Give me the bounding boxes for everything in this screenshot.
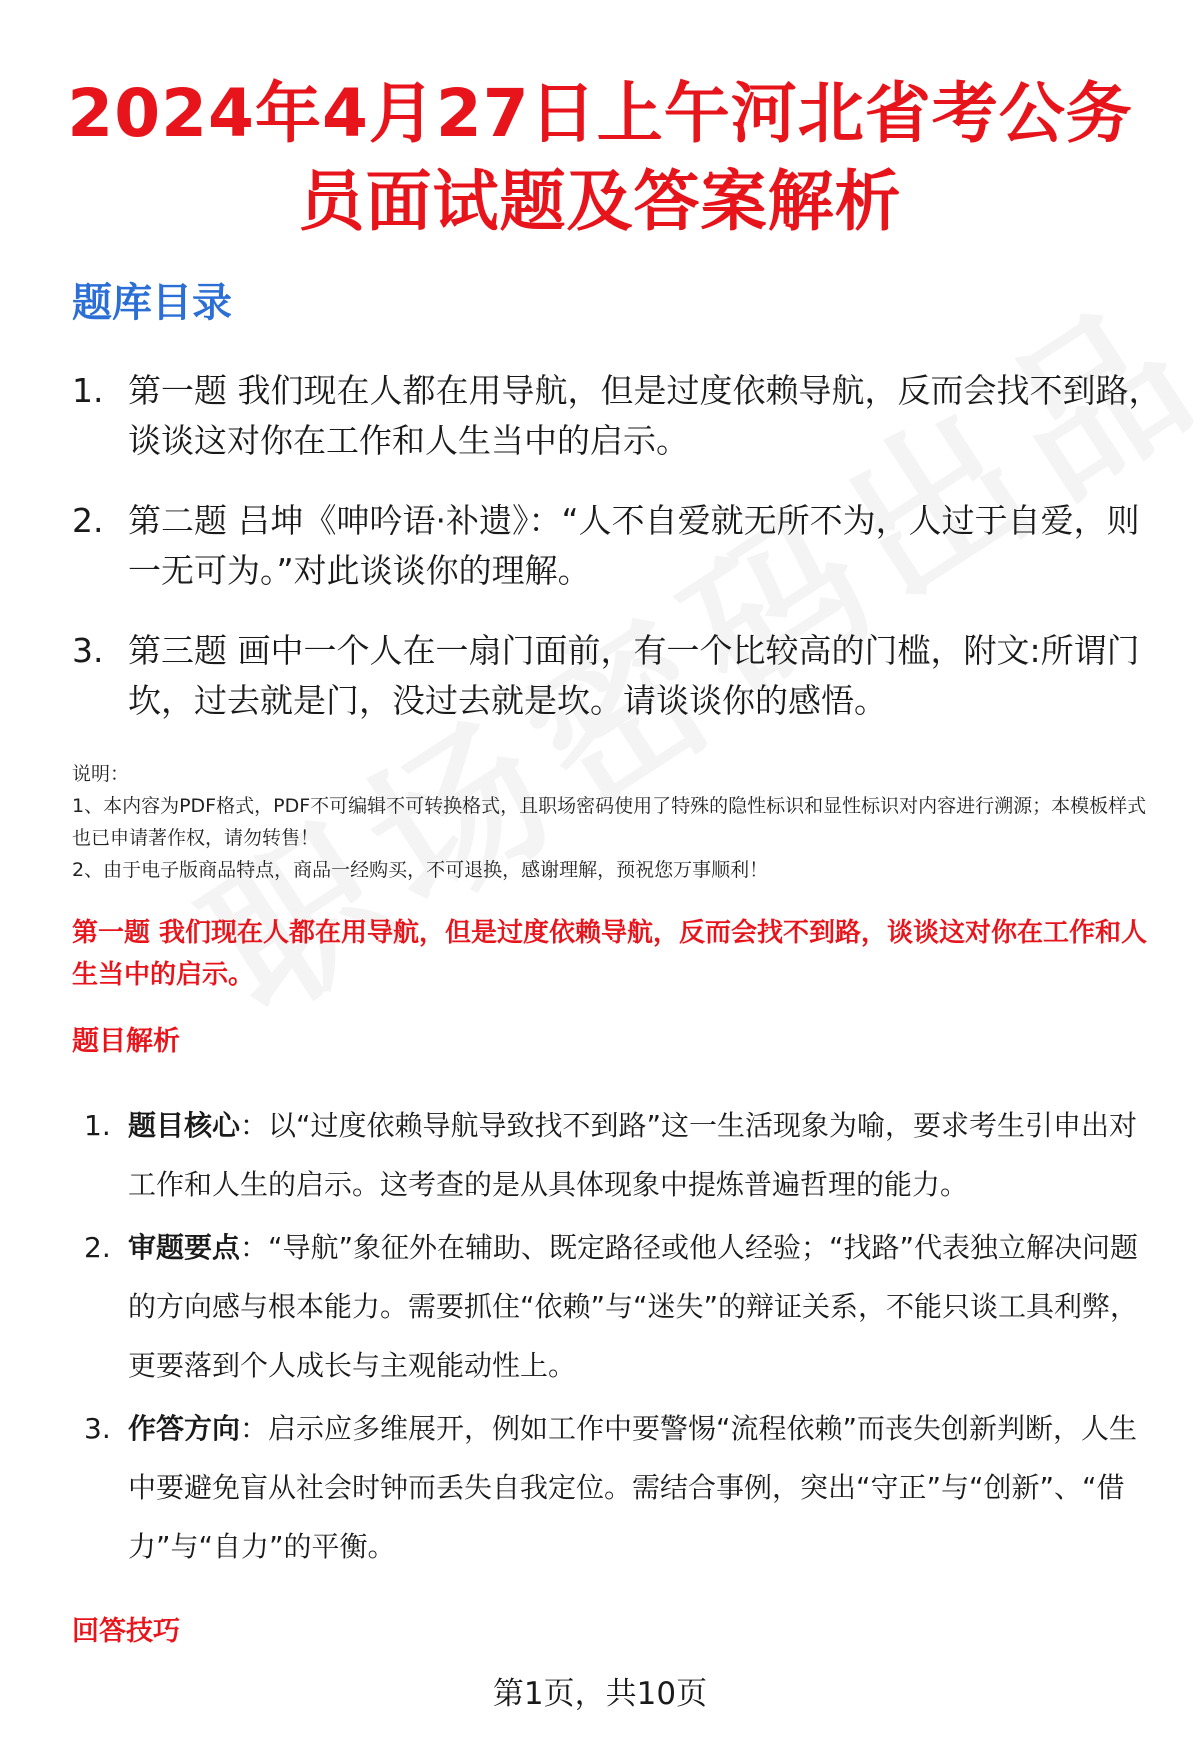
analysis-item-key: 作答方向 [128,1412,241,1445]
analysis-item [84,1218,1150,1395]
note-line: 1、本内容为PDF格式，PDF不可编辑不可转换格式，且职场密码使用了特殊的隐性标识和显性标识对内容进行溯源；本模板样式也已申请著作权，请勿转售！ [72,795,1147,849]
analysis-item-key: 题目核心 [128,1109,241,1142]
toc-list [72,366,1162,756]
toc-item-number: 2. [72,501,104,540]
analysis-item-text: ：“导航”象征外在辅助、既定路径或他人经验；“找路”代表独立解决问题的方向感与根本能力。需要抓住“依赖”与“迷失”的辩证关系，不能只谈工具利弊，更要落到个人成长与主观能动性上。 [128,1231,1139,1382]
tips-heading: 回答技巧 [72,1616,180,1647]
toc-item-text: 第二题 吕坤《呻吟语·补遗》：“人不自爱就无所不为，人过于自爱，则一无可为。”对此谈谈你的理解。 [128,501,1140,590]
toc-item[interactable] [72,626,1162,726]
toc-item[interactable] [72,366,1162,466]
toc-item-number: 3. [72,631,104,670]
analysis-item-number: 3. [84,1412,111,1445]
analysis-heading: 题目解析 [72,1026,180,1057]
toc-item[interactable] [72,496,1162,596]
disclaimer-note [72,758,1162,886]
page-number: 第1页，共10页 [492,1676,708,1712]
document-title: 2024年4月27日上午河北省考公务员面试题及答案解析 [67,75,1133,240]
toc-item-number: 1. [72,371,104,410]
toc-heading: 题库目录 [72,280,232,326]
analysis-item [84,1399,1150,1576]
analysis-item-number: 2. [84,1231,111,1264]
toc-item-text: 第三题 画中一个人在一扇门面前，有一个比较高的门槛，附文:所谓门坎，过去就是门，没过去就是坎。请谈谈你的感悟。 [128,631,1140,720]
note-label: 说明： [72,763,130,785]
analysis-item-text: ：以“过度依赖导航导致找不到路”这一生活现象为喻，要求考生引申出对工作和人生的启示。这考查的是从具体现象中提炼普遍哲理的能力。 [128,1109,1138,1201]
analysis-item-key: 审题要点 [128,1231,241,1264]
analysis-list [84,1096,1150,1576]
question-title: 第一题 我们现在人都在用导航，但是过度依赖导航，反而会找不到路，谈谈这对你在工作和人生当中的启示。 [72,918,1148,990]
toc-item-text: 第一题 我们现在人都在用导航，但是过度依赖导航，反而会找不到路，谈谈这对你在工作和人生当中的启示。 [128,371,1162,460]
note-line: 2、由于电子版商品特点，商品一经购买，不可退换，感谢理解，预祝您万事顺利！ [72,859,769,881]
analysis-item-number: 1. [84,1109,111,1142]
analysis-item [84,1096,1150,1214]
analysis-item-text: ：启示应多维展开，例如工作中要警惕“流程依赖”而丧失创新判断，人生中要避免盲从社会时钟而丢失自我定位。需结合事例，突出“守正”与“创新”、“借力”与“自力”的平衡。 [128,1412,1138,1563]
